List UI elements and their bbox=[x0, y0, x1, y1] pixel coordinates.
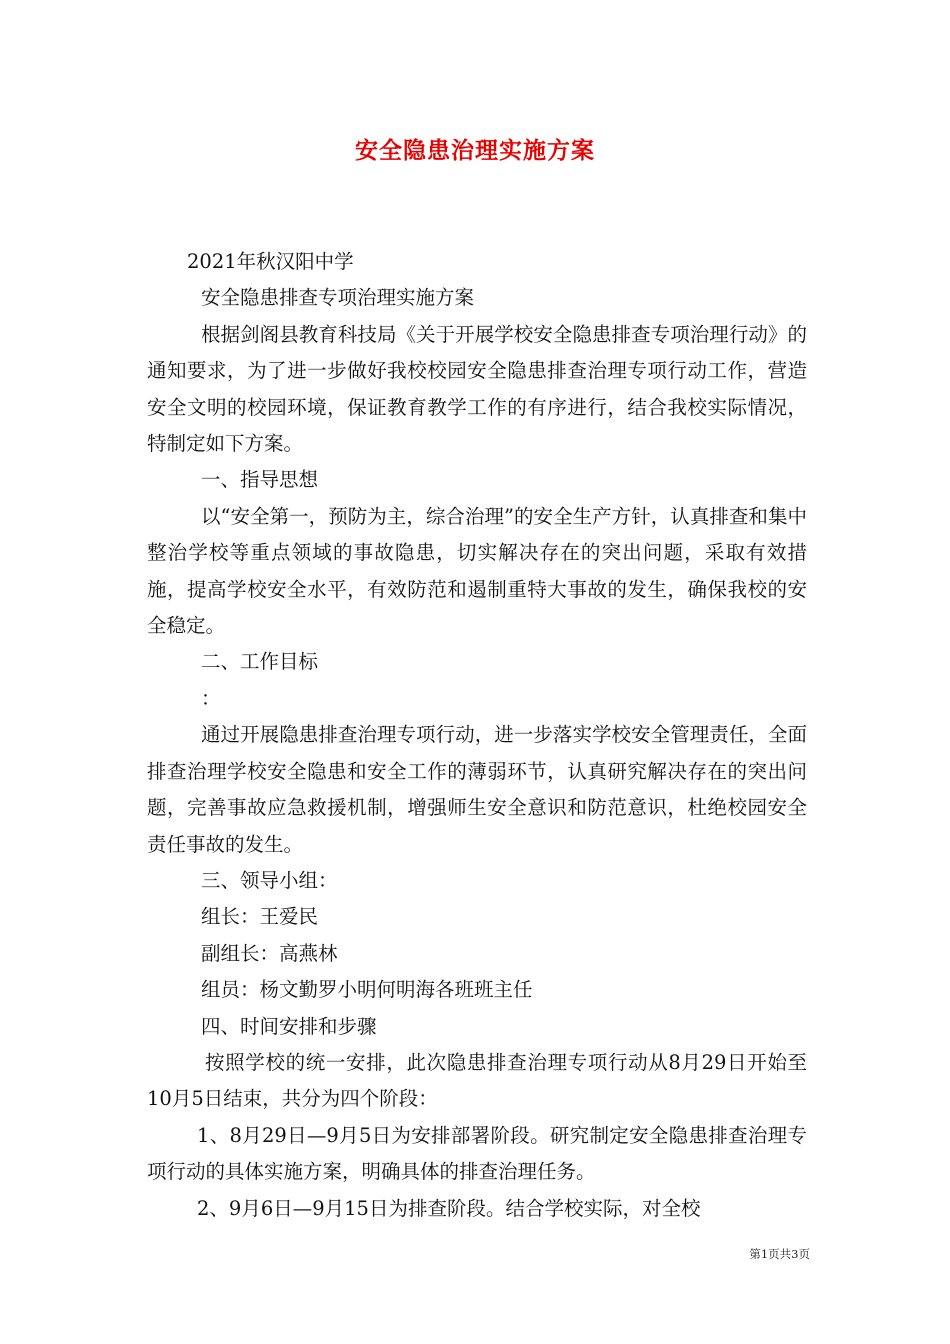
page-number: 第1页共3页 bbox=[749, 1247, 810, 1261]
subtitle-line: 安全隐患排查专项治理实施方案 bbox=[201, 286, 475, 310]
deputy-leader-line: 副组长：高燕林 bbox=[201, 941, 338, 965]
schedule-paragraph: 按照学校的统一安排，此次隐患排查治理专项行动从8月29日开始至10月5日结束，共分为四个阶段： bbox=[147, 1050, 807, 1111]
document-title: 安全隐患治理实施方案 bbox=[355, 138, 595, 164]
school-line: 2021年秋汉阳中学 bbox=[187, 250, 354, 273]
document-body bbox=[147, 244, 807, 1227]
goal-paragraph: 通过开展隐患排查治理专项行动，进一步落实学校安全管理责任，全面排查治理学校安全隐患和安全工作的薄弱环节，认真研究解决存在的突出问题，完善事故应急救援机制，增强师生安全意识和防范意识，杜绝校园安全责任事故的发生。 bbox=[147, 723, 807, 856]
stage-2-paragraph: 2、9月6日—9月15日为排查阶段。结合学校实际，对全校 bbox=[197, 1196, 701, 1220]
section-heading-2: 二、工作目标 bbox=[201, 650, 319, 674]
leader-line: 组长：王爱民 bbox=[201, 905, 319, 929]
guiding-paragraph: 以“安全第一，预防为主，综合治理”的安全生产方针，认真排查和集中整治学校等重点领域的事故隐患，切实解决存在的突出问题，采取有效措施，提高学校安全水平，有效防范和遏制重特大事故的发生，确保我校的安全稳定。 bbox=[147, 504, 807, 638]
section-heading-3: 三、领导小组： bbox=[201, 868, 338, 892]
section-heading-1: 一、指导思想 bbox=[201, 468, 319, 492]
section-heading-4: 四、时间安排和步骤 bbox=[201, 1014, 377, 1038]
colon-line: ： bbox=[201, 686, 221, 710]
intro-paragraph: 根据剑阁县教育科技局《关于开展学校安全隐患排查专项治理行动》的通知要求，为了进一步做好我校校园安全隐患排查治理专项行动工作，营造安全文明的校园环境，保证教育教学工作的有序进行，结合我校实际情况，特制定如下方案。 bbox=[147, 322, 807, 456]
members-line: 组员：杨文勤罗小明何明海各班班主任 bbox=[201, 978, 533, 1002]
stage-1-paragraph: 1、8月29日—9月5日为安排部署阶段。研究制定安全隐患排查治理专项行动的具体实施方案，明确具体的排查治理任务。 bbox=[147, 1123, 807, 1184]
